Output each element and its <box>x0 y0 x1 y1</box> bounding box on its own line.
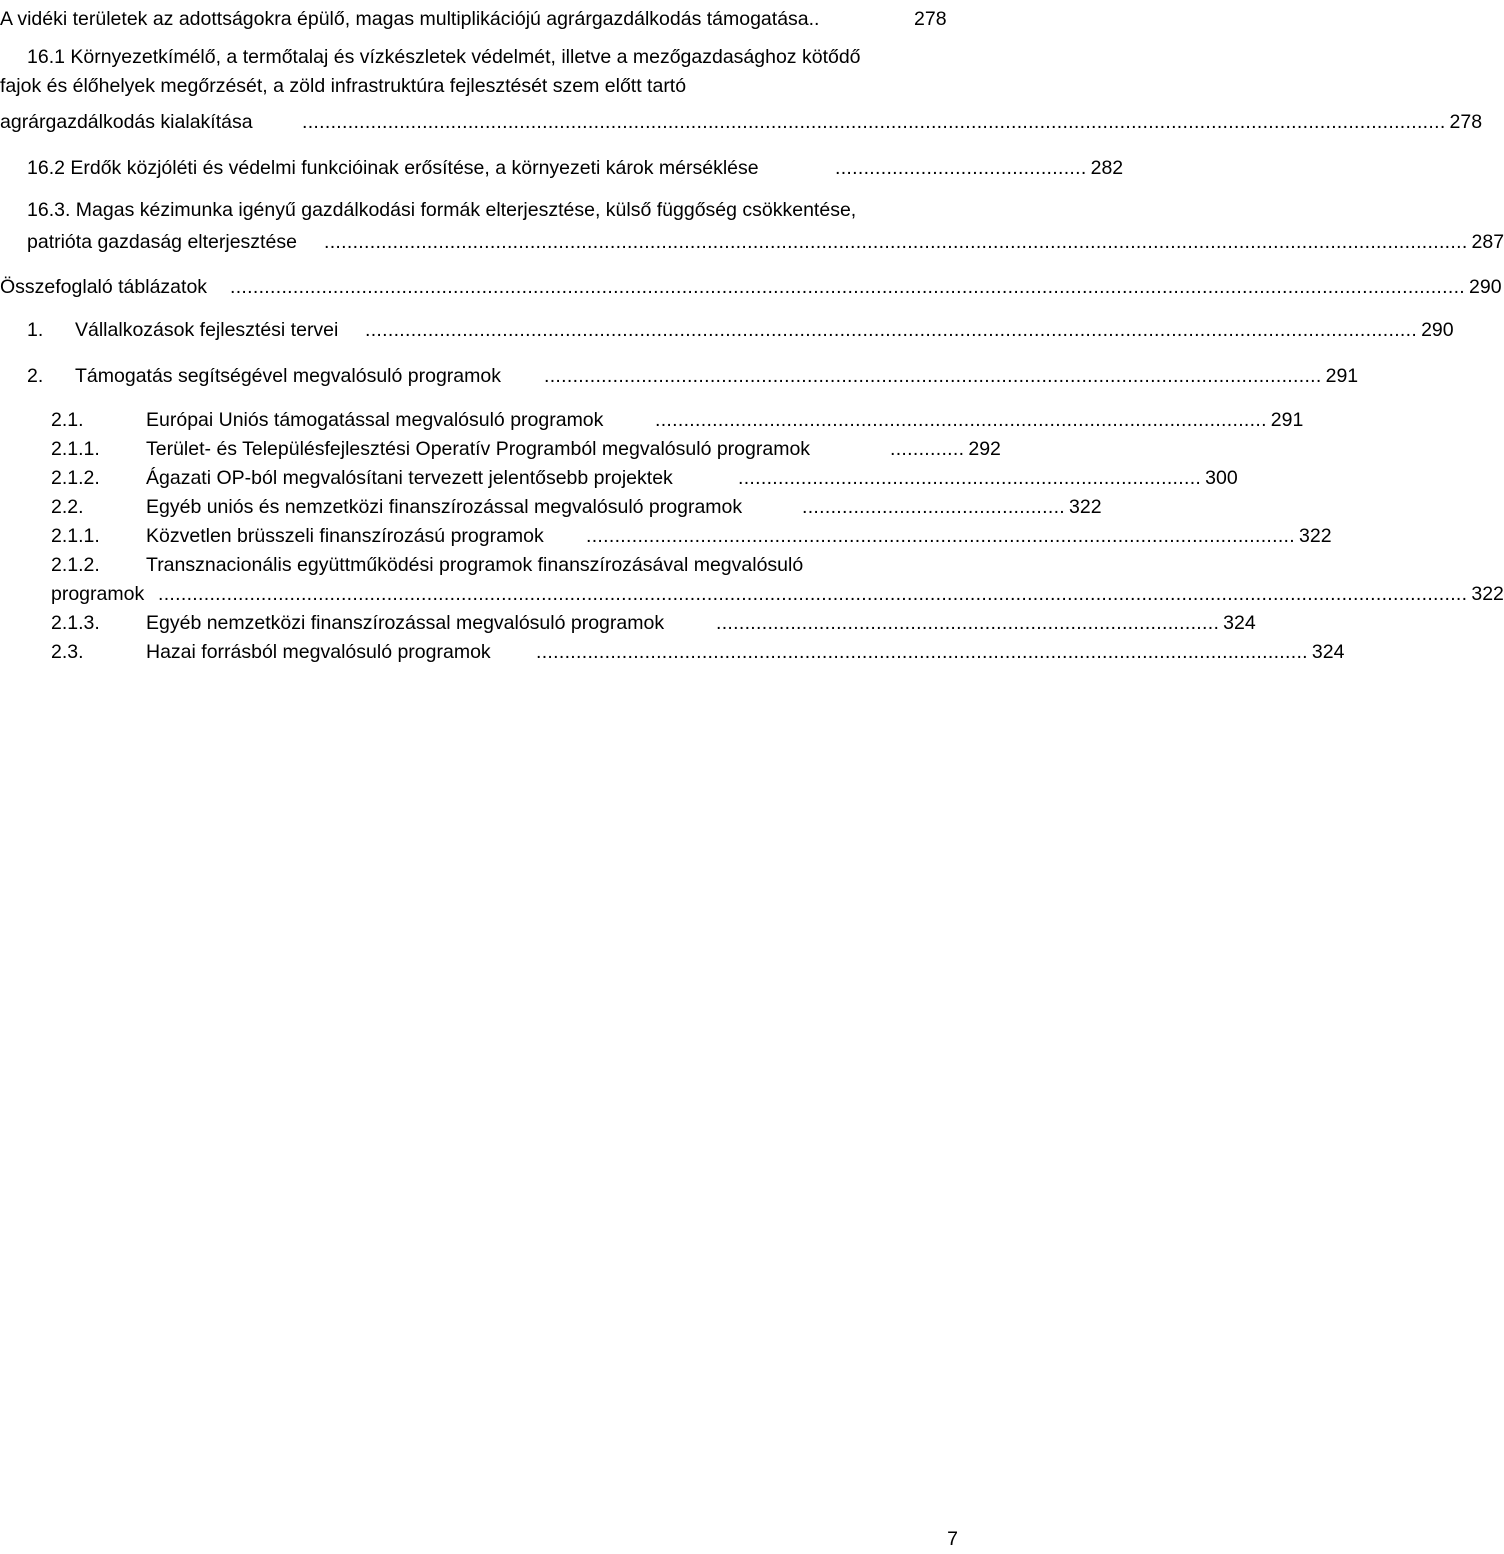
toc-entry-title: Vállalkozások fejlesztési tervei <box>75 319 339 341</box>
toc-entry[interactable] <box>0 154 1124 183</box>
toc-page-number: 291 <box>1270 409 1304 431</box>
toc-entry-number: 2.2. <box>51 496 84 518</box>
toc-page-number: 287 <box>1471 231 1504 253</box>
toc-leader <box>835 154 1124 183</box>
toc-page-number: 291 <box>1325 365 1359 387</box>
toc-entry[interactable] <box>0 609 1256 638</box>
toc-entry[interactable] <box>0 43 960 72</box>
toc-page-number: 292 <box>968 438 1001 460</box>
toc-page-number: 322 <box>1299 525 1332 547</box>
toc-entry[interactable] <box>0 273 1502 302</box>
toc-leader <box>230 273 1502 302</box>
dot-leader: ....................................................................................................................................... <box>536 641 1308 663</box>
toc-entry-title: patrióta gazdaság elterjesztése <box>27 231 297 253</box>
toc-page-number: 324 <box>1223 612 1256 634</box>
toc-entry[interactable] <box>0 196 960 225</box>
toc-entry[interactable] <box>0 316 1454 345</box>
toc-page-number: 300 <box>1205 467 1238 489</box>
toc-entry[interactable] <box>0 638 1345 667</box>
dot-leader: ........................................................................................................................................................................................................ <box>324 231 1468 253</box>
toc-leader <box>586 522 1332 551</box>
toc-entry-continuation[interactable] <box>0 72 960 101</box>
dot-leader: .............................................. <box>802 496 1066 518</box>
toc-page-number: 324 <box>1311 641 1345 663</box>
dot-leader: ........................................................................................................................................................................................................................ <box>230 276 1466 298</box>
toc-leader <box>544 362 1359 391</box>
toc-page-number: 290 <box>1421 319 1454 341</box>
toc-entry-number: 1. <box>27 319 44 341</box>
dot-leader: ........................................................................................ <box>716 612 1220 634</box>
toc-leader <box>802 493 1102 522</box>
toc-entry-title: 16.2 Erdők közjóléti és védelmi funkcióinak erősítése, a környezeti károk mérséklése <box>27 157 759 179</box>
toc-entry-title: Terület- és Településfejlesztési Operatív Programból megvalósuló programok <box>146 438 811 460</box>
toc-entry[interactable] <box>0 5 960 34</box>
toc-entry-title: Európai Uniós támogatással megvalósuló programok <box>146 409 604 431</box>
toc-entry-number: 2.3. <box>51 641 84 663</box>
toc-entry-continuation[interactable] <box>0 108 1483 137</box>
toc-entry[interactable] <box>0 493 1102 522</box>
dot-leader: ........................................................................................................... <box>655 409 1267 431</box>
toc-entry[interactable] <box>0 435 1001 464</box>
toc-entry-title: Egyéb nemzetközi finanszírozással megvalósuló programok <box>146 612 665 634</box>
toc-entry-title: Összefoglaló táblázatok <box>0 276 208 298</box>
toc-leader <box>716 609 1256 638</box>
toc-entry-continuation[interactable] <box>0 580 1504 609</box>
toc-entry-number: 2.1.1. <box>51 525 100 547</box>
toc-entry-number: 2.1.3. <box>51 612 100 634</box>
dot-leader: ............................................................................................................................ <box>586 525 1295 547</box>
toc-entry-number: 2.1.2. <box>51 554 100 576</box>
dot-leader: ................................................................................. <box>738 467 1202 489</box>
dot-leader: ........................................................................................................................................................................................ <box>365 319 1418 341</box>
toc-entry-number: 2.1. <box>51 409 84 431</box>
toc-entry-title: Egyéb uniós és nemzetközi finanszírozással megvalósuló programok <box>146 496 743 518</box>
toc-page-number: 290 <box>1469 276 1502 298</box>
toc-leader <box>302 108 1483 137</box>
toc-entry-title: fajok és élőhelyek megőrzését, a zöld infrastruktúra fejlesztését szem előtt tartó <box>0 75 687 97</box>
toc-entry[interactable] <box>0 464 1238 493</box>
toc-entry-title: A vidéki területek az adottságokra épülő, magas multiplikációjú agrárgazdálkodás támogatása.. <box>0 8 820 30</box>
toc-entry-title: Transznacionális együttműködési programok finanszírozásával megvalósuló <box>146 554 804 576</box>
toc-leader <box>655 406 1304 435</box>
toc-leader <box>365 316 1454 345</box>
toc-leader <box>324 228 1504 257</box>
toc-entry-number: 2.1.1. <box>51 438 100 460</box>
toc-entry-number: 2. <box>27 365 44 387</box>
toc-entry-title: Ágazati OP-ból megvalósítani tervezett jelentősebb projektek <box>146 467 673 489</box>
dot-leader: ............................................ <box>835 157 1087 179</box>
toc-entry-title: 16.3. Magas kézimunka igényű gazdálkodási formák elterjesztése, külső függőség csökkentése, <box>27 199 857 221</box>
toc-entry[interactable] <box>0 522 1332 551</box>
toc-entry-title: agrárgazdálkodás kialakítása <box>0 111 253 133</box>
toc-page-number: 322 <box>1069 496 1102 518</box>
toc-entry-number: 2.1.2. <box>51 467 100 489</box>
toc-page-number: 282 <box>1090 157 1124 179</box>
page-number: 7 <box>947 1528 958 1550</box>
toc-leader <box>158 580 1504 609</box>
toc-leader <box>738 464 1238 493</box>
toc-entry-title: programok <box>51 583 145 605</box>
toc-leader <box>910 5 960 34</box>
dot-leader: ..................................................................................................................................................................................................................................... <box>158 583 1468 605</box>
toc-entry[interactable] <box>0 406 1304 435</box>
dot-leader: ........................................................................................................................................................................................................ <box>302 111 1446 133</box>
toc-page-number: 278 <box>914 8 947 30</box>
toc-entry-title: 16.1 Környezetkímélő, a termőtalaj és vízkészletek védelmét, illetve a mezőgazdasághoz kötődő <box>27 46 861 68</box>
dot-leader: ............. <box>890 438 965 460</box>
toc-page-number: 278 <box>1449 111 1483 133</box>
dot-leader: ........................................................................................................................................ <box>544 365 1322 387</box>
toc-entry-title: Közvetlen brüsszeli finanszírozású programok <box>146 525 544 547</box>
toc-entry[interactable] <box>0 362 1359 391</box>
toc-page-number: 322 <box>1471 583 1504 605</box>
toc-leader <box>536 638 1345 667</box>
toc-entry-title: Hazai forrásból megvalósuló programok <box>146 641 491 663</box>
toc-entry[interactable] <box>0 551 960 580</box>
toc-leader <box>890 435 1001 464</box>
toc-entry-title: Támogatás segítségével megvalósuló programok <box>75 365 501 387</box>
toc-entry-continuation[interactable] <box>0 228 1504 257</box>
